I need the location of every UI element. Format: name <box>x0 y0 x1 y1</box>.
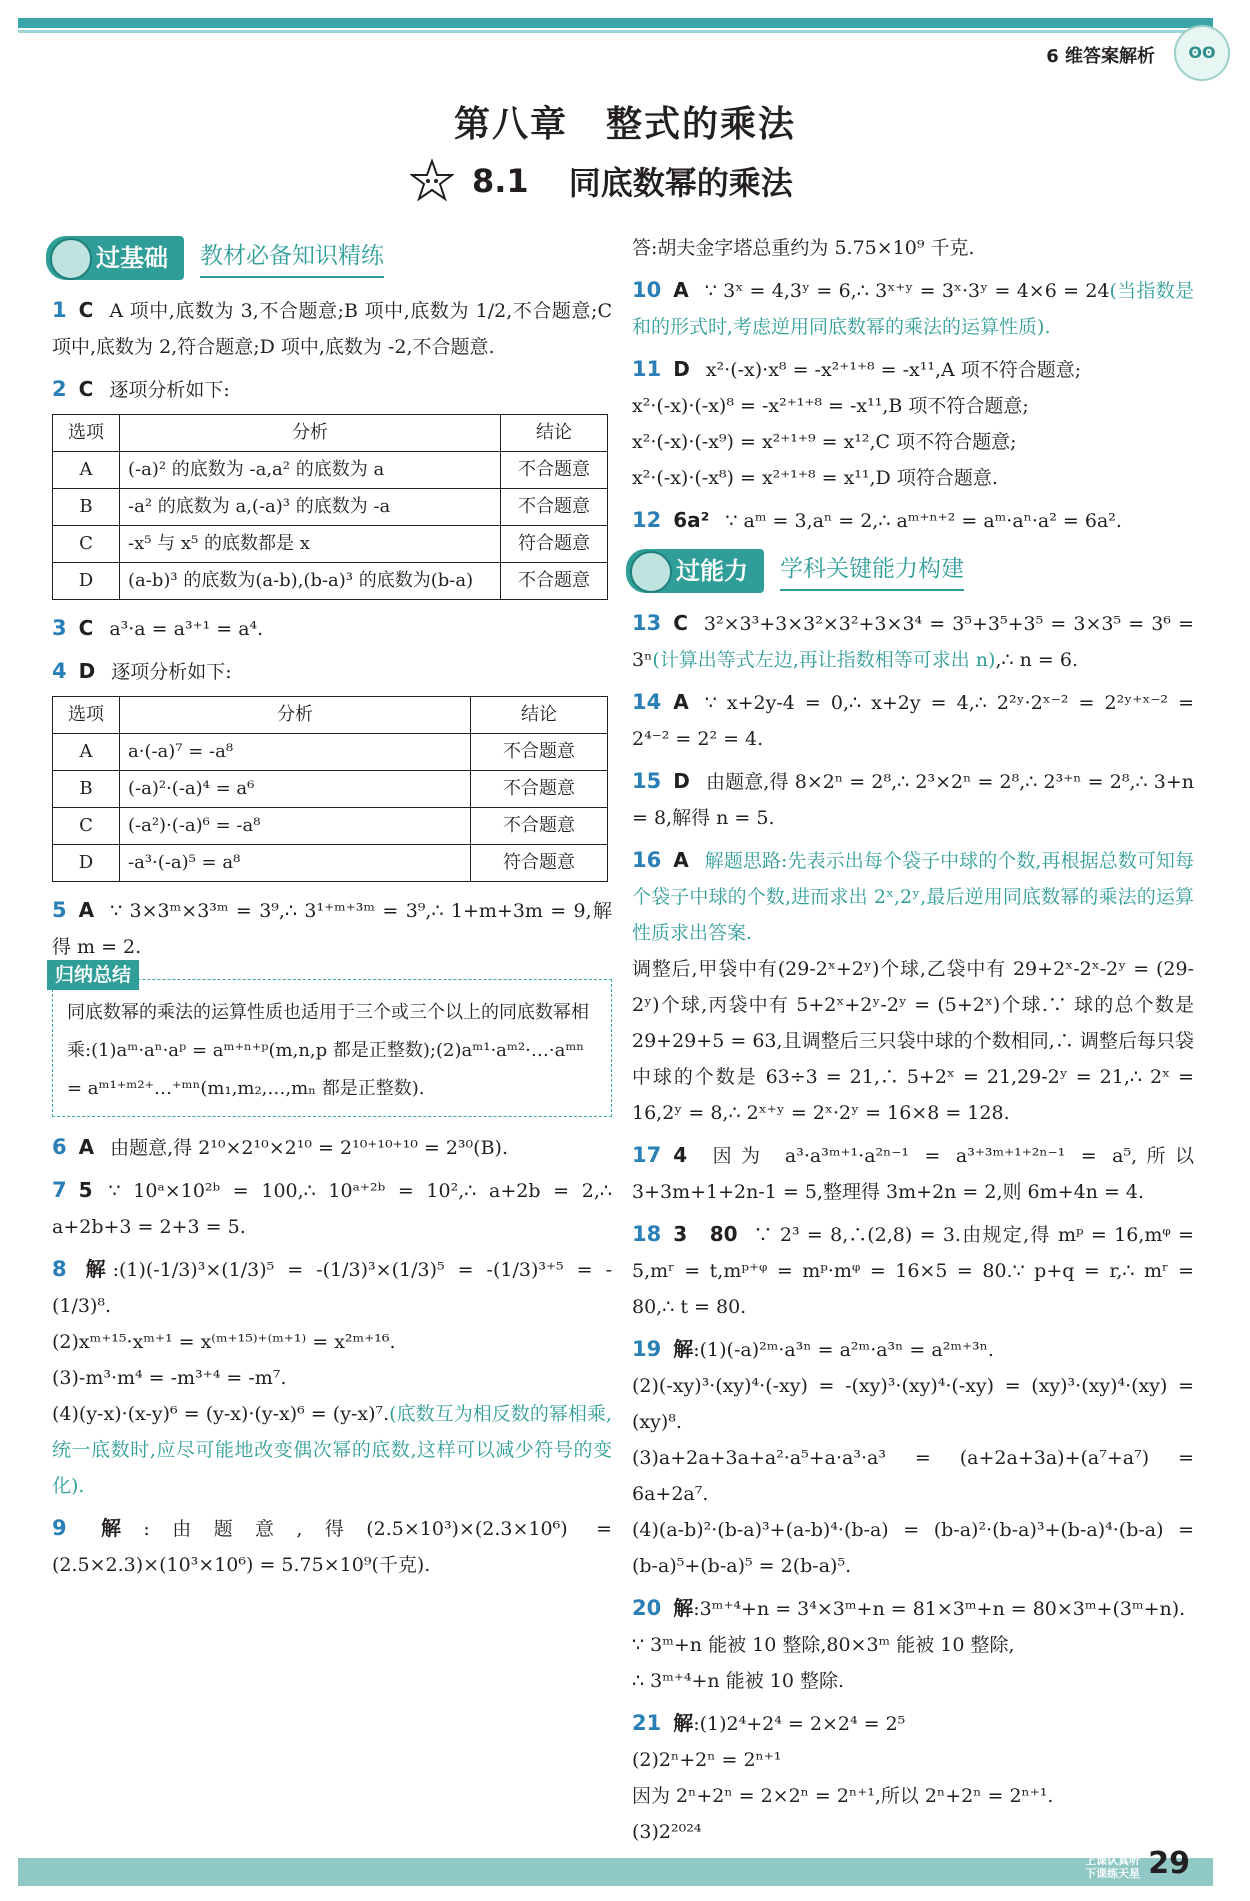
table-cell: B <box>53 489 120 526</box>
table-cell: (-a²)·(-a)⁶ = -a⁸ <box>120 808 471 845</box>
table-row <box>53 452 608 489</box>
q-text: ,∴ n = 6. <box>995 649 1078 671</box>
table-header-row <box>53 415 608 452</box>
table-cell: B <box>53 771 120 808</box>
q-text: :由题意,得(2.5×10³)×(2.3×10⁶) = (2.5×2.3)×(10³×10⁶) = 5.75×10⁹(千克). <box>52 1518 612 1576</box>
table-cell: 符合题意 <box>501 526 608 563</box>
q-text: x²·(-x)·(-x⁹) = x²⁺¹⁺⁹ = x¹²,C 项不符合题意; <box>632 431 1017 453</box>
table-cell: A <box>53 452 120 489</box>
q-note: (当指数是和的形式时,考虑逆用同底数幂的乘法的运算性质). <box>632 280 1194 338</box>
table-header: 选项 <box>53 415 120 452</box>
banner-ability-tag: 过能力 <box>626 549 764 593</box>
q-number: 8 <box>52 1257 67 1281</box>
q-note: (底数互为相反数的幂相乘,统一底数时,应尽可能地改变偶次幂的底数,这样可以减少符号的变化). <box>52 1403 612 1497</box>
table-cell: (a-b)³ 的底数为(a-b),(b-a)³ 的底数为(b-a) <box>120 563 501 600</box>
q-answer: 6a² <box>673 508 710 532</box>
table-cell: D <box>53 845 120 882</box>
table-row <box>53 563 608 600</box>
chapter-title: 第八章 整式的乘法 <box>453 104 796 145</box>
q-number: 16 <box>632 848 662 872</box>
q-text: (2)2ⁿ+2ⁿ = 2ⁿ⁺¹ <box>632 1749 782 1771</box>
question-9 <box>52 1510 612 1583</box>
question-11 <box>632 351 1194 496</box>
section-title <box>410 158 793 204</box>
q-answer: C <box>78 616 94 640</box>
q-number: 4 <box>52 659 67 683</box>
answer-9-cont: 答:胡夫金字塔总重约为 5.75×10⁹ 千克. <box>632 237 975 259</box>
table-cell: -x⁵ 与 x⁵ 的底数都是 x <box>120 526 501 563</box>
q-number: 6 <box>52 1135 67 1159</box>
table-cell: 不合题意 <box>501 452 608 489</box>
banner-basic-tag: 过基础 <box>46 236 184 280</box>
q-text: ∵ 3×3ᵐ×3³ᵐ = 3⁹,∴ 3¹⁺ᵐ⁺³ᵐ = 3⁹,∴ 1+m+3m = 9,解得 m = 2. <box>52 900 612 958</box>
summary-text: 同底数幂的乘法的运算性质也适用于三个或三个以上的同底数幂相乘:(1)aᵐ·aⁿ·aᵖ = aᵐ⁺ⁿ⁺ᵖ(m,n,p 都是正整数);(2)aᵐ¹·aᵐ²·…·aᵐⁿ = aᵐ¹⁺ᵐ²⁺…⁺ᵐⁿ(m₁,m₂,…,mₙ 都是正整数). <box>67 1002 589 1099</box>
q-text: (2)xᵐ⁺¹⁵·xᵐ⁺¹ = x⁽ᵐ⁺¹⁵⁾⁺⁽ᵐ⁺¹⁾ = x²ᵐ⁺¹⁶. <box>52 1331 396 1353</box>
q-text: (3)2²⁰²⁴ <box>632 1821 702 1843</box>
page-number: 29 <box>1148 1846 1190 1881</box>
table-cell: 不合题意 <box>471 771 608 808</box>
question-4 <box>52 653 612 690</box>
q-text: ∵ 3ᵐ+n 能被 10 整除,80×3ᵐ 能被 10 整除, <box>632 1634 1015 1656</box>
question-21 <box>632 1705 1194 1850</box>
question-13 <box>632 605 1194 678</box>
table-cell: 不合题意 <box>501 563 608 600</box>
q-number: 2 <box>52 377 67 401</box>
q-text: 逐项分析如下: <box>111 661 232 683</box>
q-answer: A <box>673 690 689 714</box>
table-cell: C <box>53 808 120 845</box>
footer-slogan <box>1085 1854 1140 1880</box>
q-answer: C <box>673 611 688 635</box>
section-name: 同底数幂的乘法 <box>568 164 793 202</box>
question-14 <box>632 684 1194 757</box>
q-text: :3ᵐ⁺⁴+n = 3⁴×3ᵐ+n = 81×3ᵐ+n = 80×3ᵐ+(3ᵐ+n). <box>693 1598 1186 1620</box>
q-text: ∵ 10ᵃ×10²ᵇ = 100,∴ 10ᵃ⁺²ᵇ = 10²,∴ a+2b = 2,∴ a+2b+3 = 2+3 = 5. <box>52 1180 612 1238</box>
table-row <box>53 489 608 526</box>
q-number: 21 <box>632 1711 662 1735</box>
question-1 <box>52 292 612 365</box>
table-cell: -a³·(-a)⁵ = a⁸ <box>120 845 471 882</box>
q-number: 15 <box>632 769 662 793</box>
q-number: 12 <box>632 508 662 532</box>
q-text: 调整后,甲袋中有(29-2ˣ+2ʸ)个球,乙袋中有 29+2ˣ-2ˣ-2ʸ = (29-2ʸ)个球,丙袋中有 5+2ˣ+2ʸ-2ʸ = (5+2ˣ)个球.∵ 球的总个数是 29+29+5 = 63,且调整后三只袋中球的个数相同,∴ 调整后每只袋中球的个数是 63÷3 = 21,∴ 5+2ˣ = 21,29-2ʸ = 21,∴ 2ˣ = 16,2ʸ = 8,∴ 2ˣ⁺ʸ = 2ˣ·2ʸ = 16×8 = 128. <box>632 958 1194 1124</box>
q-text: ∵ 2³ = 8,∴(2,8) = 3.由规定,得 mᵖ = 16,mᵠ = 5,mʳ = t,mᵖ⁺ᵠ = mᵖ·mᵠ = 16×5 = 80.∵ p+q = r,∴ mʳ = 80,∴ t = 80. <box>632 1224 1194 1318</box>
q-text: 由题意,得 2¹⁰×2¹⁰×2¹⁰ = 2¹⁰⁺¹⁰⁺¹⁰ = 2³⁰(B). <box>110 1137 508 1159</box>
table-cell: D <box>53 563 120 600</box>
banner-basic-sub: 教材必备知识精练 <box>200 238 384 278</box>
question-6 <box>52 1129 612 1166</box>
q-answer: 解 <box>673 1596 694 1620</box>
header-label: 6 维答案解析 <box>1046 46 1155 67</box>
q-text: ∵ 3ˣ = 4,3ʸ = 6,∴ 3ˣ⁺ʸ = 3ˣ·3ʸ = 4×6 = 24 <box>704 280 1110 302</box>
table-row <box>53 808 608 845</box>
q-number: 14 <box>632 690 662 714</box>
q-number: 13 <box>632 611 662 635</box>
table-cell: (-a)²·(-a)⁴ = a⁶ <box>120 771 471 808</box>
question-12 <box>632 502 1194 539</box>
q-number: 18 <box>632 1222 662 1246</box>
table-header-row <box>53 697 608 734</box>
q-answer: C <box>78 377 94 401</box>
summary-label: 归纳总结 <box>47 960 139 990</box>
table-cell: 不合题意 <box>501 489 608 526</box>
question-20 <box>632 1590 1194 1699</box>
q-text: 因为 a³·a³ᵐ⁺¹·a²ⁿ⁻¹ = a³⁺³ᵐ⁺¹⁺²ⁿ⁻¹ = a⁵,所以 3+3m+1+2n-1 = 5,整理得 3m+2n = 2,则 6m+4n = 4. <box>632 1145 1194 1203</box>
analysis-table-1 <box>52 414 608 600</box>
table-cell: C <box>53 526 120 563</box>
question-3 <box>52 610 612 647</box>
q-answer: D <box>673 769 690 793</box>
q-number: 11 <box>632 357 662 381</box>
q-note: (计算出等式左边,再让指数相等可求出 n) <box>652 649 996 671</box>
table-row <box>53 845 608 882</box>
table-cell: a·(-a)⁷ = -a⁸ <box>120 734 471 771</box>
q-answer: A <box>673 848 689 872</box>
q-answer: D <box>673 357 690 381</box>
q-text: (2)(-xy)³·(xy)⁴·(-xy) = -(xy)³·(xy)⁴·(-xy) = (xy)³·(xy)⁴·(xy) = (xy)⁸. <box>632 1375 1194 1433</box>
q-text: A 项中,底数为 3,不合题意;B 项中,底数为 1/2,不合题意;C 项中,底数为 2,符合题意;D 项中,底数为 -2,不合题意. <box>52 300 612 358</box>
q-number: 10 <box>632 278 662 302</box>
q-number: 20 <box>632 1596 662 1620</box>
top-bar <box>18 18 1213 28</box>
q-number: 9 <box>52 1516 67 1540</box>
left-column <box>52 232 612 1589</box>
q-number: 7 <box>52 1178 67 1202</box>
table-cell: A <box>53 734 120 771</box>
q-text: :(1)2⁴+2⁴ = 2×2⁴ = 2⁵ <box>693 1713 906 1735</box>
table-cell: 不合题意 <box>471 808 608 845</box>
question-10 <box>632 272 1194 345</box>
q-answer: D <box>78 659 96 683</box>
question-17 <box>632 1137 1194 1210</box>
q-answer: 3 80 <box>673 1222 738 1246</box>
q-number: 5 <box>52 898 67 922</box>
q-text: ∵ aᵐ = 3,aⁿ = 2,∴ aᵐ⁺ⁿ⁺² = aᵐ·aⁿ·a² = 6a². <box>725 510 1122 532</box>
question-7 <box>52 1172 612 1245</box>
q-answer: 解 <box>673 1337 694 1361</box>
banner-basic <box>46 232 612 284</box>
q-note: 解题思路:先表示出每个袋子中球的个数,再根据总数可知每个袋子中球的个数,进而求出 2ˣ,2ʸ,最后逆用同底数幂的乘法的运算性质求出答案. <box>632 850 1194 944</box>
table-cell: 符合题意 <box>471 845 608 882</box>
mascot-icon: ʘʘ <box>1174 25 1230 81</box>
q-answer: C <box>78 298 94 322</box>
q-text: x²·(-x)·(-x⁸) = x²⁺¹⁺⁸ = x¹¹,D 项符合题意. <box>632 467 998 489</box>
q-answer: 解 <box>673 1711 694 1735</box>
q-text: 因为 2ⁿ+2ⁿ = 2×2ⁿ = 2ⁿ⁺¹,所以 2ⁿ+2ⁿ = 2ⁿ⁺¹. <box>632 1785 1054 1807</box>
footer-bar <box>18 1858 1213 1886</box>
q-text: ∵ x+2y-4 = 0,∴ x+2y = 4,∴ 2²ʸ·2ˣ⁻² = 2²ʸ⁺ˣ⁻² = 2⁴⁻² = 2² = 4. <box>632 692 1194 750</box>
footer-text: 上课认真听 <box>1085 1854 1140 1867</box>
table-cell: (-a)² 的底数为 -a,a² 的底数为 a <box>120 452 501 489</box>
q-text: :(1)(-a)²ᵐ·a³ⁿ = a²ᵐ·a³ⁿ = a²ᵐ⁺³ⁿ. <box>693 1339 994 1361</box>
top-bar-accent <box>18 30 1213 33</box>
table-header: 选项 <box>53 697 120 734</box>
table-header: 结论 <box>471 697 608 734</box>
table-header: 分析 <box>120 697 471 734</box>
q-text: :(1)(-1/3)³×(1/3)⁵ = -(1/3)³×(1/3)⁵ = -(1/3)³⁺⁵ = -(1/3)⁸. <box>52 1259 613 1317</box>
table-row <box>53 771 608 808</box>
question-18 <box>632 1216 1194 1325</box>
question-16 <box>632 842 1194 1131</box>
question-5 <box>52 892 612 965</box>
q-number: 19 <box>632 1337 662 1361</box>
table-row <box>53 526 608 563</box>
banner-ability <box>626 545 1194 597</box>
question-15 <box>632 763 1194 836</box>
q-text: 由题意,得 8×2ⁿ = 2⁸,∴ 2³×2ⁿ = 2⁸,∴ 2³⁺ⁿ = 2⁸,∴ 3+n = 8,解得 n = 5. <box>632 771 1194 829</box>
section-number: 8.1 <box>472 162 529 200</box>
q-text: (3)-m³·m⁴ = -m³⁺⁴ = -m⁷. <box>52 1367 287 1389</box>
table-header: 分析 <box>120 415 501 452</box>
analysis-table-2 <box>52 696 608 882</box>
q-text: 逐项分析如下: <box>109 379 230 401</box>
question-19 <box>632 1331 1194 1584</box>
table-header: 结论 <box>501 415 608 452</box>
q-answer: A <box>78 1135 95 1159</box>
q-answer: 解 <box>78 1516 144 1540</box>
q-text: a³·a = a³⁺¹ = a⁴. <box>109 618 264 640</box>
right-column <box>632 228 1194 1856</box>
footer-text: 下课练天星 <box>1085 1867 1140 1880</box>
q-number: 1 <box>52 298 67 322</box>
q-answer: A <box>78 898 95 922</box>
q-answer: 5 <box>78 1178 93 1202</box>
q-text: (4)(y-x)·(x-y)⁶ = (y-x)·(y-x)⁶ = (y-x)⁷. <box>52 1403 390 1425</box>
q-text: ∴ 3ᵐ⁺⁴+n 能被 10 整除. <box>632 1670 845 1692</box>
table-cell: 不合题意 <box>471 734 608 771</box>
q-answer: 解 <box>78 1257 113 1281</box>
q-number: 3 <box>52 616 67 640</box>
star-icon <box>410 159 454 203</box>
q-text: 3²×3³+3×3²×3²+3×3⁴ = 3⁵+3⁵+3⁵ = 3×3⁵ = 3⁶ = 3ⁿ <box>632 613 1194 671</box>
table-cell: -a² 的底数为 a,(-a)³ 的底数为 -a <box>120 489 501 526</box>
question-8 <box>52 1251 612 1504</box>
table-row <box>53 734 608 771</box>
question-2 <box>52 371 612 408</box>
q-text: (3)a+2a+3a+a²·a⁵+a·a³·a³ = (a+2a+3a)+(a⁷+a⁷) = 6a+2a⁷. <box>632 1447 1194 1505</box>
q-number: 17 <box>632 1143 662 1167</box>
q-text: x²·(-x)·x⁸ = -x²⁺¹⁺⁸ = -x¹¹,A 项不符合题意; <box>705 359 1082 381</box>
banner-ability-sub: 学科关键能力构建 <box>780 551 964 591</box>
q-text: x²·(-x)·(-x)⁸ = -x²⁺¹⁺⁸ = -x¹¹,B 项不符合题意; <box>632 395 1029 417</box>
q-answer: 4 <box>673 1143 688 1167</box>
q-text: (4)(a-b)²·(b-a)³+(a-b)⁴·(b-a) = (b-a)²·(b-a)³+(b-a)⁴·(b-a) = (b-a)⁵+(b-a)⁵ = 2(b-a)⁵. <box>632 1519 1194 1577</box>
summary-box <box>52 964 612 1117</box>
q-answer: A <box>673 278 689 302</box>
